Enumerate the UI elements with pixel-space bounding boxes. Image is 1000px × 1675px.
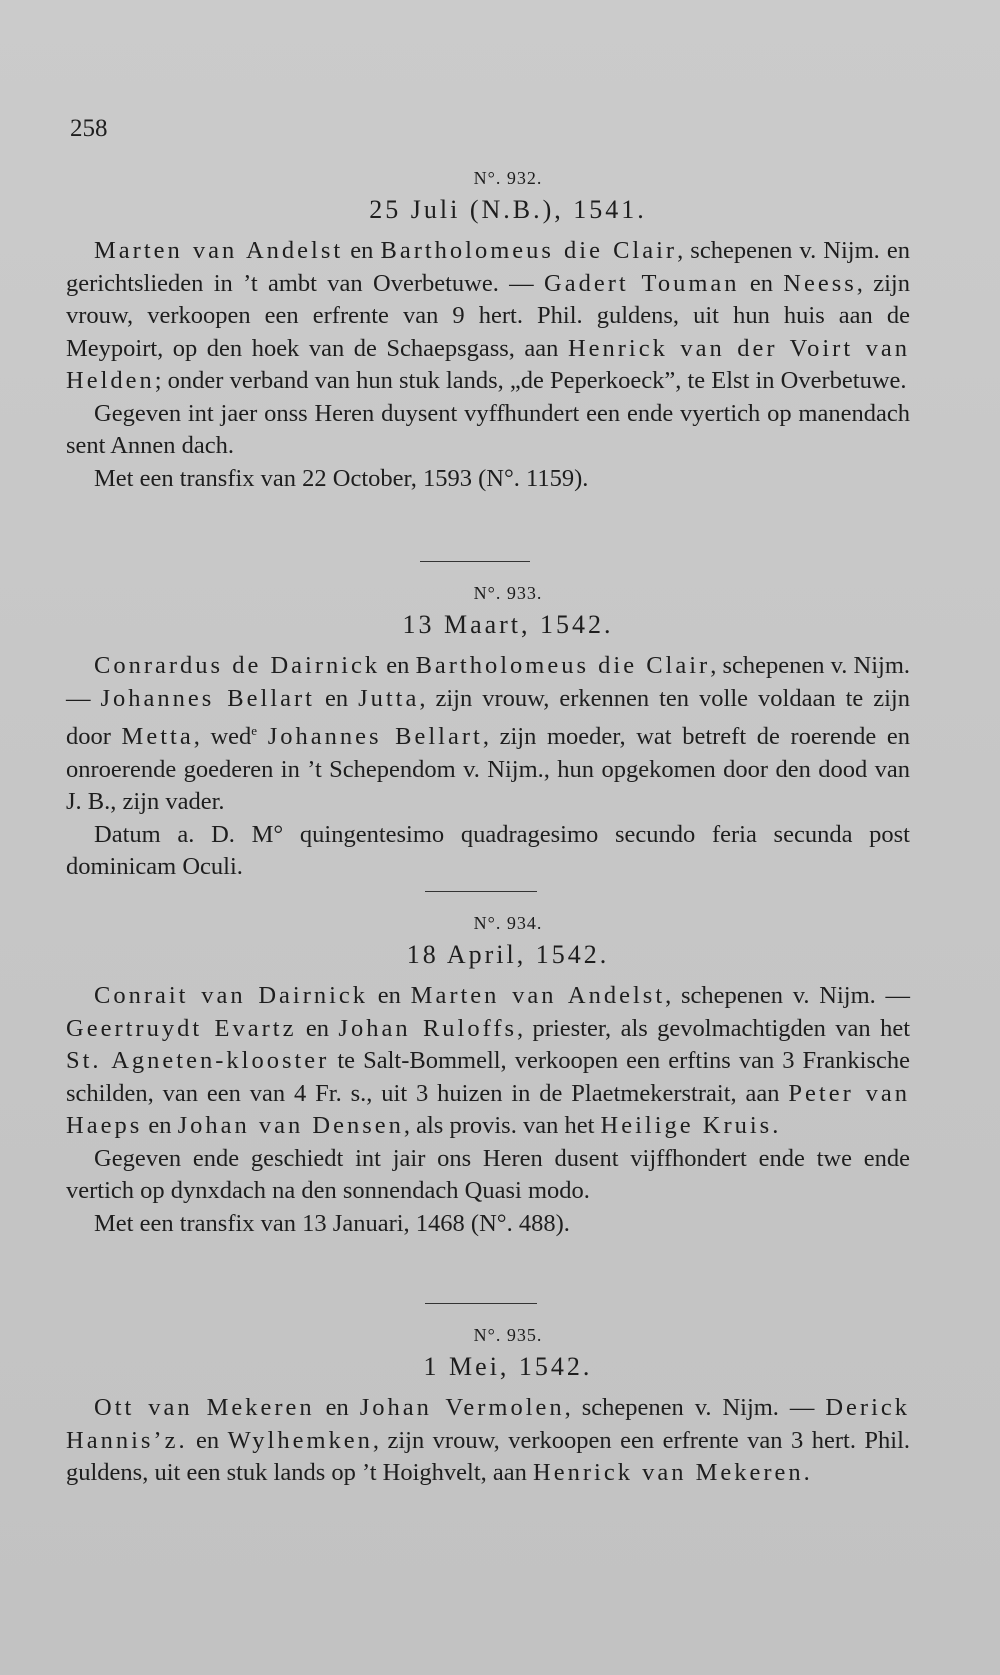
record-main-paragraph bbox=[66, 980, 910, 1143]
person-name: Metta bbox=[121, 723, 194, 751]
text-run: , schepenen v. Nijm. — bbox=[66, 652, 911, 712]
person-name: Henrick van Mekeren bbox=[533, 1459, 804, 1486]
record-main-paragraph bbox=[66, 650, 910, 819]
text-run: . bbox=[772, 1112, 779, 1139]
text-run: en bbox=[187, 1426, 228, 1454]
person-name: Johan van Densen bbox=[177, 1112, 404, 1139]
person-name: Johannes Bellart bbox=[267, 723, 483, 751]
institution-name: St. Agneten-klooster bbox=[66, 1047, 330, 1074]
person-name: Geertruydt Evartz bbox=[66, 1014, 297, 1042]
record-transfix-paragraph: Met een transfix van 22 October, 1593 (N°. 1159). bbox=[94, 464, 589, 492]
person-name: Johannes Bellart bbox=[100, 684, 315, 712]
text-run: en bbox=[296, 1014, 339, 1042]
text-run: , zijn vrouw, erkennen ten volle voldaan te zijn door bbox=[66, 684, 910, 751]
record-closing-paragraph: Gegeven ende geschiedt int jair ons Heren dusent vijffhondert ende twe ende vertich op dynxdach na den sonnendach Quasi modo. bbox=[66, 1144, 910, 1204]
text-run: en bbox=[739, 269, 784, 297]
record-date: 1 Mei, 1542. bbox=[423, 1352, 593, 1381]
record-934 bbox=[66, 913, 910, 1240]
text-run: te Salt-Bommell, verkoopen een erftins van 3 Frankische schilden, van een van 4 Fr. s., uit 3 huizen in de Plaetmekerstrait, aan bbox=[66, 1047, 911, 1107]
text-run: , zijn vrouw, verkoopen een erfrente van 9 hert. Phil. guldens, uit hun huis aan de Meypoirt, op den hoek van de Schaepsgass, aan bbox=[66, 269, 910, 362]
page-number: 258 bbox=[70, 115, 108, 142]
superscript: e bbox=[251, 723, 258, 738]
separator-rule bbox=[425, 1303, 537, 1304]
person-name: Jutta bbox=[358, 684, 420, 712]
record-933 bbox=[66, 583, 910, 884]
person-name: Peter van Haeps bbox=[66, 1079, 911, 1139]
text-run: . bbox=[803, 1459, 810, 1486]
text-run: , schepenen v. Nijm. — bbox=[564, 1394, 826, 1421]
record-closing-paragraph: Gegeven int jaer onss Heren duysent vyffhundert een ende vyertich op manendach sent Annen dach. bbox=[66, 399, 910, 459]
person-name: Derick Hannis’z. bbox=[66, 1394, 911, 1454]
person-name: Bartholomeus die Clair bbox=[380, 237, 678, 264]
record-main-paragraph bbox=[66, 235, 910, 398]
person-name: Conrait van Dairnick bbox=[94, 982, 369, 1009]
record-closing-paragraph: Datum a. D. M° quingentesimo quadragesimo secundo feria secunda post dominicam Oculi. bbox=[66, 820, 910, 881]
record-date: 25 Juli (N.B.), 1541. bbox=[369, 195, 647, 224]
person-name: Marten van Andelst bbox=[94, 237, 344, 264]
person-name: Bartholomeus die Clair bbox=[415, 652, 711, 679]
record-body bbox=[66, 235, 910, 495]
text-run: , schepenen v. Nijm. — bbox=[665, 982, 911, 1009]
record-body bbox=[66, 1392, 910, 1490]
person-name: Ott van Mekeren bbox=[94, 1394, 315, 1421]
record-number: N°. 933. bbox=[473, 583, 543, 603]
text-run: en bbox=[142, 1112, 178, 1139]
record-number: N°. 934. bbox=[473, 913, 543, 933]
text-run: , wed bbox=[193, 723, 252, 751]
record-932 bbox=[66, 168, 910, 495]
institution-name: Heilige Kruis bbox=[600, 1112, 773, 1139]
text-run: en bbox=[343, 237, 381, 264]
record-935 bbox=[66, 1325, 910, 1490]
record-body bbox=[66, 650, 910, 884]
person-name: Conrardus de Dairnick bbox=[94, 652, 381, 679]
text-run: en bbox=[314, 684, 359, 712]
text-run: , zijn moeder, wat betreft de roerende en onroerende goederen in ’t Schependom v. Nijm., hun opgekomen door den dood van J. B., zijn vader. bbox=[66, 723, 910, 816]
record-transfix-paragraph: Met een transfix van 13 Januari, 1468 (N°. 488). bbox=[94, 1209, 570, 1237]
record-number: N°. 935. bbox=[473, 1325, 543, 1345]
record-date: 18 April, 1542. bbox=[406, 940, 610, 969]
separator-rule bbox=[420, 561, 530, 562]
text-run: , schepenen v. Nijm. en gerichtslieden in ’t ambt van Overbetuwe. — bbox=[66, 237, 910, 297]
text-run: , zijn vrouw, verkoopen een erfrente van 3 hert. Phil. guldens, uit een stuk lands op ’t Hoighvelt, aan bbox=[66, 1426, 911, 1486]
text-run: , als provis. van het bbox=[403, 1112, 601, 1139]
record-date: 13 Maart, 1542. bbox=[402, 610, 614, 639]
record-main-paragraph bbox=[66, 1392, 910, 1490]
text-run: en bbox=[368, 982, 411, 1009]
text-run: , priester, als gevolmachtigden van het bbox=[517, 1014, 911, 1042]
person-name: Johan Ruloffs bbox=[338, 1014, 518, 1042]
text-run: en bbox=[314, 1394, 360, 1421]
text-run: ; onder verband van hun stuk lands, „de Peperkoeck”, te Elst in Overbetuwe. bbox=[154, 367, 907, 394]
separator-rule bbox=[425, 891, 537, 892]
record-body bbox=[66, 980, 910, 1240]
text-run: en bbox=[380, 652, 416, 679]
person-name: Johan Vermolen bbox=[359, 1394, 565, 1421]
person-name: Wylhemken bbox=[227, 1426, 373, 1454]
person-name: Henrick van der Voirt van Helden bbox=[66, 334, 911, 394]
person-name: Neess bbox=[783, 269, 857, 297]
text-run bbox=[257, 723, 268, 750]
record-number: N°. 932. bbox=[473, 168, 543, 188]
person-name: Gadert Touman bbox=[544, 269, 740, 297]
person-name: Marten van Andelst bbox=[410, 982, 666, 1009]
